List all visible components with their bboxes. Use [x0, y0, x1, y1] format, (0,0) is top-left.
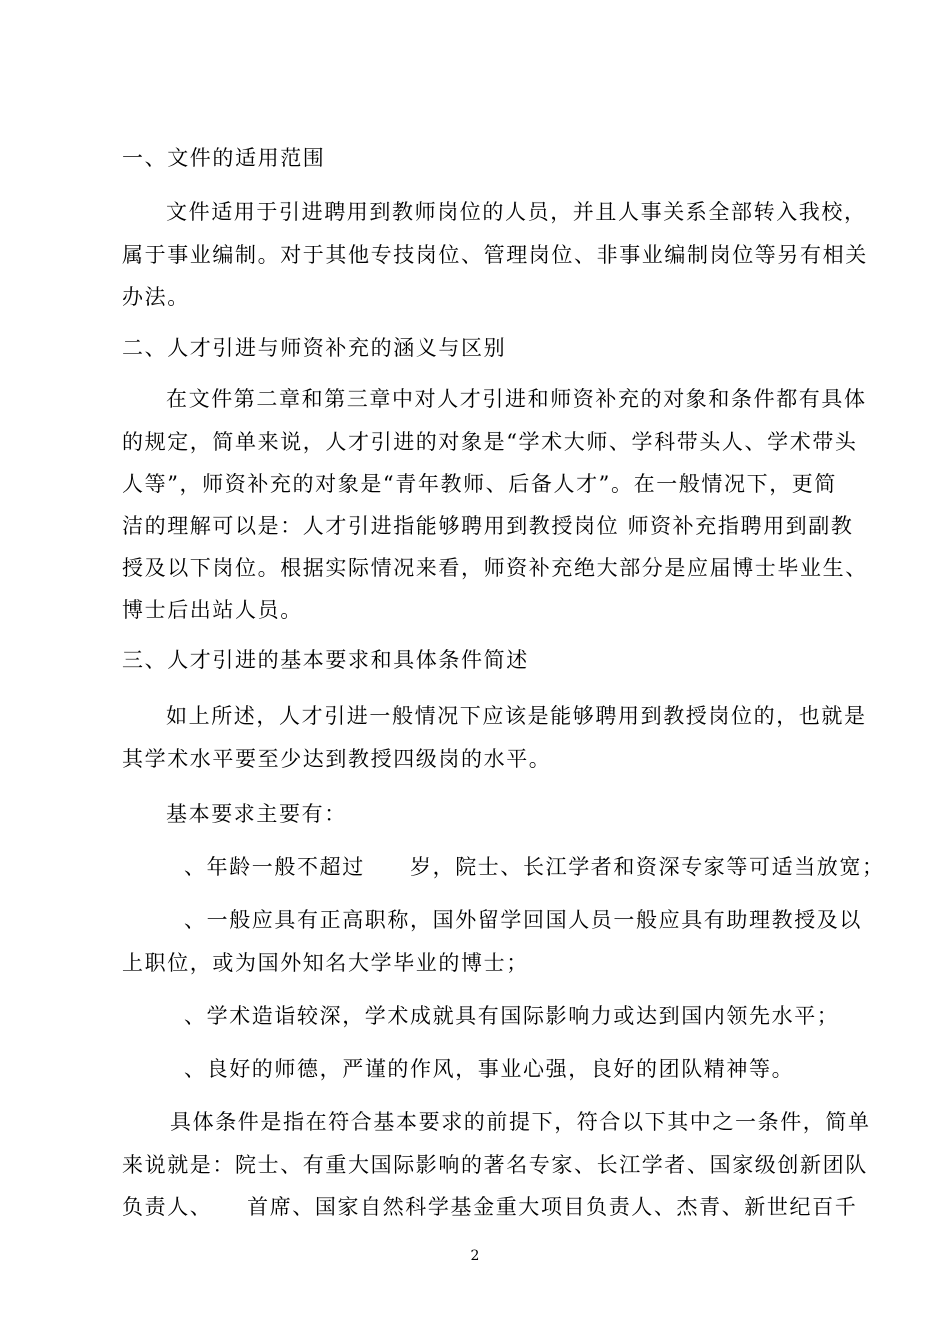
section-1-heading: 一、文件的适用范围 — [122, 146, 326, 170]
section-2-heading: 二、人才引进与师资补充的涵义与区别 — [122, 336, 507, 360]
section-3-intro-line-2: 其学术水平要至少达到教授四级岗的水平。 — [122, 747, 552, 771]
requirement-item-2-continuation: 上职位，或为国外知名大学毕业的博士； — [122, 951, 529, 975]
requirement-item-1: 、年龄一般不超过 岁，院士、长江学者和资深专家等可适当放宽； — [184, 855, 885, 879]
specific-conditions-line-3: 负责人、 首席、国家自然科学基金重大项目负责人、杰青、新世纪百千 — [122, 1195, 858, 1219]
section-2-paragraph-line-1: 在文件第二章和第三章中对人才引进和师资补充的对象和条件都有具体 — [166, 387, 867, 411]
page-number: 2 — [470, 1248, 480, 1264]
specific-conditions-line-1: 具体条件是指在符合基本要求的前提下，符合以下其中之一条件，简单 — [170, 1110, 871, 1134]
section-1-paragraph-line-2: 属于事业编制。对于其他专技岗位、管理岗位、非事业编制岗位等另有相关 — [122, 243, 868, 267]
requirement-item-4: 、良好的师德，严谨的作风，事业心强，良好的团队精神等。 — [184, 1057, 795, 1081]
section-3-intro-line-1: 如上所述，人才引进一般情况下应该是能够聘用到教授岗位的，也就是 — [166, 704, 867, 728]
section-2-paragraph-line-6: 博士后出站人员。 — [122, 598, 303, 622]
section-1-paragraph-line-3: 办法。 — [122, 285, 190, 309]
basic-requirements-label: 基本要求主要有： — [166, 802, 347, 826]
section-2-paragraph-line-5: 授及以下岗位。根据实际情况来看，师资补充绝大部分是应届博士毕业生、 — [122, 556, 868, 580]
requirement-item-2: 、一般应具有正高职称，国外留学回国人员一般应具有助理教授及以 — [184, 908, 862, 932]
section-2-paragraph-line-2: 的规定，简单来说，人才引进的对象是“学术大师、学科带头人、学术带头 — [122, 430, 858, 454]
section-3-heading: 三、人才引进的基本要求和具体条件简述 — [122, 648, 529, 672]
section-1-paragraph-line-1: 文件适用于引进聘用到教师岗位的人员，并且人事关系全部转入我校， — [166, 200, 867, 224]
requirement-item-3: 、学术造诣较深，学术成就具有国际影响力或达到国内领先水平； — [184, 1004, 840, 1028]
specific-conditions-line-2: 来说就是：院士、有重大国际影响的著名专家、长江学者、国家级创新团队 — [122, 1153, 868, 1177]
section-2-paragraph-line-4: 洁的理解可以是：人才引进指能够聘用到教授岗位 师资补充指聘用到副教 — [122, 514, 854, 538]
section-2-paragraph-line-3: 人等”，师资补充的对象是“青年教师、后备人才”。在一般情况下，更简 — [122, 472, 838, 496]
